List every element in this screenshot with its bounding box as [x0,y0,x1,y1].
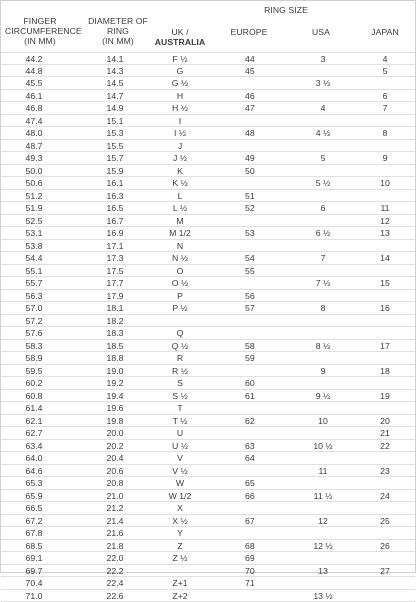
table-row [1,177,415,190]
cell-diameter: 18.3 [93,327,137,339]
cell-diameter: 17.9 [93,290,137,302]
cell-finger-circumference: 53.8 [13,240,55,252]
cell-finger-circumference: 52.5 [13,215,55,227]
cell-europe-size: 58 [225,340,273,352]
cell-diameter: 17.3 [93,252,137,264]
cell-uk-size: U ½ [153,440,207,452]
cell-usa-size: 12 [301,515,345,527]
cell-diameter: 16.3 [93,190,137,202]
cell-uk-size: S [153,377,207,389]
cell-usa-size: 7 [301,252,345,264]
cell-japan-size: 15 [361,277,409,289]
cell-diameter: 14.7 [93,90,137,102]
cell-finger-circumference: 45.5 [13,77,55,89]
cell-finger-circumference: 62.7 [13,427,55,439]
cell-diameter: 21.6 [93,527,137,539]
table-row [1,515,415,528]
cell-usa-size: 13 ½ [301,590,345,602]
table-row [1,590,415,602]
cell-uk-size: R [153,352,207,364]
table-row [1,265,415,278]
table-row [1,352,415,365]
cell-uk-size: J ½ [153,152,207,164]
cell-europe-size: 52 [225,202,273,214]
table-row [1,365,415,378]
cell-finger-circumference: 58.3 [13,340,55,352]
cell-uk-size: M 1/2 [153,227,207,239]
table-row [1,477,415,490]
cell-uk-size: R ½ [153,365,207,377]
cell-japan-size: 27 [361,565,409,577]
cell-diameter: 19.0 [93,365,137,377]
cell-usa-size: 10 ½ [301,440,345,452]
cell-usa-size: 6 ½ [301,227,345,239]
header-finger-line2: CIRCUMFERENCE [5,26,75,36]
cell-usa-size: 4 ½ [301,127,345,139]
table-row [1,452,415,465]
cell-japan-size: 11 [361,202,409,214]
table-row [1,552,415,565]
cell-diameter: 22.0 [93,552,137,564]
cell-usa-size: 10 [301,415,345,427]
cell-diameter: 22.4 [93,577,137,589]
cell-japan-size: 19 [361,390,409,402]
cell-diameter: 14.9 [93,102,137,114]
table-row [1,140,415,153]
cell-europe-size: 63 [225,440,273,452]
cell-finger-circumference: 59.5 [13,365,55,377]
cell-uk-size: L ½ [153,202,207,214]
cell-finger-circumference: 44.2 [13,53,55,65]
cell-diameter: 14.3 [93,65,137,77]
table-row [1,402,415,415]
table-row [1,465,415,478]
cell-uk-size: X [153,502,207,514]
cell-europe-size: 68 [225,540,273,552]
cell-usa-size: 7 ½ [301,277,345,289]
header-uk-line1: UK / [149,27,211,37]
cell-europe-size: 44 [225,53,273,65]
table-row [1,102,415,115]
cell-finger-circumference: 57.6 [13,327,55,339]
cell-uk-size: Z [153,540,207,552]
table-row [1,290,415,303]
cell-europe-size: 65 [225,477,273,489]
header-finger-line1: FINGER [5,16,75,26]
table-row [1,490,415,503]
cell-diameter: 21.4 [93,515,137,527]
header-europe: EUROPE [223,27,275,37]
table-row [1,527,415,540]
cell-finger-circumference: 50.0 [13,165,55,177]
cell-diameter: 17.5 [93,265,137,277]
cell-finger-circumference: 65.9 [13,490,55,502]
cell-europe-size: 53 [225,227,273,239]
cell-diameter: 19.2 [93,377,137,389]
table-row [1,427,415,440]
header-ring-size: RING SIZE [241,5,331,15]
table-row [1,377,415,390]
cell-finger-circumference: 58.9 [13,352,55,364]
cell-japan-size: 7 [361,102,409,114]
header-diameter [83,16,153,46]
cell-diameter: 15.1 [93,115,137,127]
cell-europe-size: 60 [225,377,273,389]
cell-uk-size: G ½ [153,77,207,89]
cell-finger-circumference: 50.6 [13,177,55,189]
cell-europe-size: 46 [225,90,273,102]
cell-usa-size: 3 ½ [301,77,345,89]
cell-finger-circumference: 55.1 [13,265,55,277]
cell-europe-size: 55 [225,265,273,277]
cell-finger-circumference: 57.0 [13,302,55,314]
cell-japan-size: 25 [361,515,409,527]
cell-diameter: 20.6 [93,465,137,477]
size-table-body [1,52,415,602]
cell-europe-size: 67 [225,515,273,527]
cell-usa-size: 12 ½ [301,540,345,552]
cell-europe-size: 59 [225,352,273,364]
cell-diameter: 21.8 [93,540,137,552]
cell-uk-size: W 1/2 [153,490,207,502]
cell-diameter: 14.1 [93,53,137,65]
cell-japan-size: 22 [361,440,409,452]
cell-uk-size: F ½ [153,53,207,65]
table-row [1,127,415,140]
cell-uk-size: O [153,265,207,277]
table-row [1,277,415,290]
cell-finger-circumference: 60.2 [13,377,55,389]
cell-diameter: 20.8 [93,477,137,489]
cell-diameter: 15.9 [93,165,137,177]
cell-usa-size: 9 [301,365,345,377]
cell-finger-circumference: 60.8 [13,390,55,402]
cell-finger-circumference: 71.0 [13,590,55,602]
cell-japan-size: 26 [361,540,409,552]
cell-finger-circumference: 68.5 [13,540,55,552]
cell-diameter: 20.2 [93,440,137,452]
cell-uk-size: X ½ [153,515,207,527]
cell-japan-size: 14 [361,252,409,264]
cell-diameter: 16.7 [93,215,137,227]
cell-diameter: 22.2 [93,565,137,577]
cell-finger-circumference: 61.4 [13,402,55,414]
cell-finger-circumference: 53.1 [13,227,55,239]
table-row [1,315,415,328]
table-row [1,327,415,340]
cell-japan-size: 4 [361,53,409,65]
table-row [1,252,415,265]
cell-diameter: 19.4 [93,390,137,402]
cell-finger-circumference: 46.8 [13,102,55,114]
cell-uk-size: Q [153,327,207,339]
table-row [1,165,415,178]
cell-diameter: 16.5 [93,202,137,214]
cell-uk-size: O ½ [153,277,207,289]
cell-diameter: 15.7 [93,152,137,164]
table-row [1,115,415,128]
cell-diameter: 18.2 [93,315,137,327]
cell-japan-size: 24 [361,490,409,502]
cell-japan-size: 16 [361,302,409,314]
cell-europe-size: 47 [225,102,273,114]
cell-diameter: 21.0 [93,490,137,502]
cell-europe-size: 62 [225,415,273,427]
header-diameter-line2: RING [83,26,153,36]
header-uk-australia [149,27,211,47]
header-diameter-line1: DIAMETER OF [83,16,153,26]
cell-diameter: 20.0 [93,427,137,439]
cell-uk-size: J [153,140,207,152]
cell-europe-size: 57 [225,302,273,314]
cell-japan-size: 13 [361,227,409,239]
cell-finger-circumference: 66.5 [13,502,55,514]
cell-uk-size: I ½ [153,127,207,139]
table-row [1,52,415,65]
cell-diameter: 15.5 [93,140,137,152]
cell-uk-size: T [153,402,207,414]
cell-finger-circumference: 54.4 [13,252,55,264]
cell-uk-size: Y [153,527,207,539]
cell-europe-size: 45 [225,65,273,77]
cell-uk-size: L [153,190,207,202]
cell-diameter: 17.1 [93,240,137,252]
cell-europe-size: 51 [225,190,273,202]
header-diameter-line3: (IN MM) [83,36,153,46]
cell-finger-circumference: 47.4 [13,115,55,127]
cell-usa-size: 9 ½ [301,390,345,402]
cell-uk-size: W [153,477,207,489]
cell-usa-size: 5 ½ [301,177,345,189]
cell-diameter: 19.6 [93,402,137,414]
cell-diameter: 16.1 [93,177,137,189]
cell-finger-circumference: 57.2 [13,315,55,327]
cell-finger-circumference: 55.7 [13,277,55,289]
cell-japan-size: 8 [361,127,409,139]
cell-uk-size: K ½ [153,177,207,189]
cell-europe-size: 69 [225,552,273,564]
cell-uk-size: N ½ [153,252,207,264]
table-row [1,65,415,78]
cell-finger-circumference: 64.6 [13,465,55,477]
table-row [1,390,415,403]
cell-finger-circumference: 67.2 [13,515,55,527]
cell-usa-size: 8 [301,302,345,314]
cell-japan-size: 5 [361,65,409,77]
header-finger-line3: (IN MM) [5,36,75,46]
cell-japan-size: 10 [361,177,409,189]
cell-japan-size: 18 [361,365,409,377]
header-finger-circumference [5,16,75,46]
cell-usa-size: 5 [301,152,345,164]
cell-diameter: 22.6 [93,590,137,602]
cell-europe-size: 71 [225,577,273,589]
table-row [1,240,415,253]
table-row [1,202,415,215]
cell-uk-size: V [153,452,207,464]
cell-uk-size: H ½ [153,102,207,114]
cell-japan-size: 17 [361,340,409,352]
cell-uk-size: S ½ [153,390,207,402]
cell-japan-size: 12 [361,215,409,227]
cell-usa-size: 11 ½ [301,490,345,502]
cell-finger-circumference: 67.8 [13,527,55,539]
cell-europe-size: 66 [225,490,273,502]
cell-japan-size: 21 [361,427,409,439]
cell-europe-size: 61 [225,390,273,402]
cell-diameter: 18.8 [93,352,137,364]
cell-uk-size: N [153,240,207,252]
cell-uk-size: M [153,215,207,227]
cell-japan-size: 20 [361,415,409,427]
cell-finger-circumference: 69.7 [13,565,55,577]
table-row [1,90,415,103]
cell-europe-size: 64 [225,452,273,464]
cell-uk-size: Z ½ [153,552,207,564]
cell-uk-size: H [153,90,207,102]
table-row [1,540,415,553]
cell-finger-circumference: 48.0 [13,127,55,139]
cell-uk-size: Z+2 [153,590,207,602]
cell-finger-circumference: 51.9 [13,202,55,214]
cell-usa-size: 3 [301,53,345,65]
cell-japan-size: 9 [361,152,409,164]
cell-usa-size: 6 [301,202,345,214]
cell-japan-size: 6 [361,90,409,102]
table-row [1,577,415,590]
cell-europe-size: 49 [225,152,273,164]
cell-europe-size: 56 [225,290,273,302]
cell-europe-size: 54 [225,252,273,264]
cell-uk-size: Z+1 [153,577,207,589]
cell-finger-circumference: 62.1 [13,415,55,427]
table-row [1,565,415,578]
cell-uk-size: V ½ [153,465,207,477]
cell-finger-circumference: 63.4 [13,440,55,452]
cell-diameter: 15.3 [93,127,137,139]
table-row [1,190,415,203]
cell-uk-size: I [153,115,207,127]
header-uk-line2: AUSTRALIA [149,37,211,47]
cell-diameter: 21.2 [93,502,137,514]
table-row [1,415,415,428]
cell-finger-circumference: 48.7 [13,140,55,152]
cell-finger-circumference: 44.8 [13,65,55,77]
cell-uk-size: Q ½ [153,340,207,352]
table-row [1,302,415,315]
table-row [1,340,415,353]
cell-finger-circumference: 49.3 [13,152,55,164]
cell-uk-size: P ½ [153,302,207,314]
table-row [1,440,415,453]
cell-europe-size: 70 [225,565,273,577]
cell-usa-size: 11 [301,465,345,477]
cell-diameter: 14.5 [93,77,137,89]
cell-usa-size: 8 ½ [301,340,345,352]
cell-finger-circumference: 70.4 [13,577,55,589]
table-row [1,215,415,228]
cell-uk-size: P [153,290,207,302]
cell-usa-size: 13 [301,565,345,577]
cell-diameter: 18.1 [93,302,137,314]
cell-finger-circumference: 69.1 [13,552,55,564]
table-row [1,77,415,90]
cell-finger-circumference: 65.3 [13,477,55,489]
cell-europe-size: 48 [225,127,273,139]
cell-uk-size: G [153,65,207,77]
cell-japan-size: 23 [361,465,409,477]
header-usa: USA [301,27,341,37]
cell-diameter: 16.9 [93,227,137,239]
table-row [1,502,415,515]
cell-finger-circumference: 64.0 [13,452,55,464]
cell-diameter: 18.5 [93,340,137,352]
cell-usa-size: 4 [301,102,345,114]
cell-finger-circumference: 56.3 [13,290,55,302]
table-row [1,152,415,165]
cell-diameter: 17.7 [93,277,137,289]
cell-uk-size: T ½ [153,415,207,427]
cell-diameter: 20.4 [93,452,137,464]
cell-europe-size: 50 [225,165,273,177]
table-row [1,227,415,240]
cell-uk-size: K [153,165,207,177]
header-japan: JAPAN [361,27,409,37]
cell-uk-size: U [153,427,207,439]
cell-finger-circumference: 51.2 [13,190,55,202]
cell-finger-circumference: 46.1 [13,90,55,102]
cell-diameter: 19.8 [93,415,137,427]
